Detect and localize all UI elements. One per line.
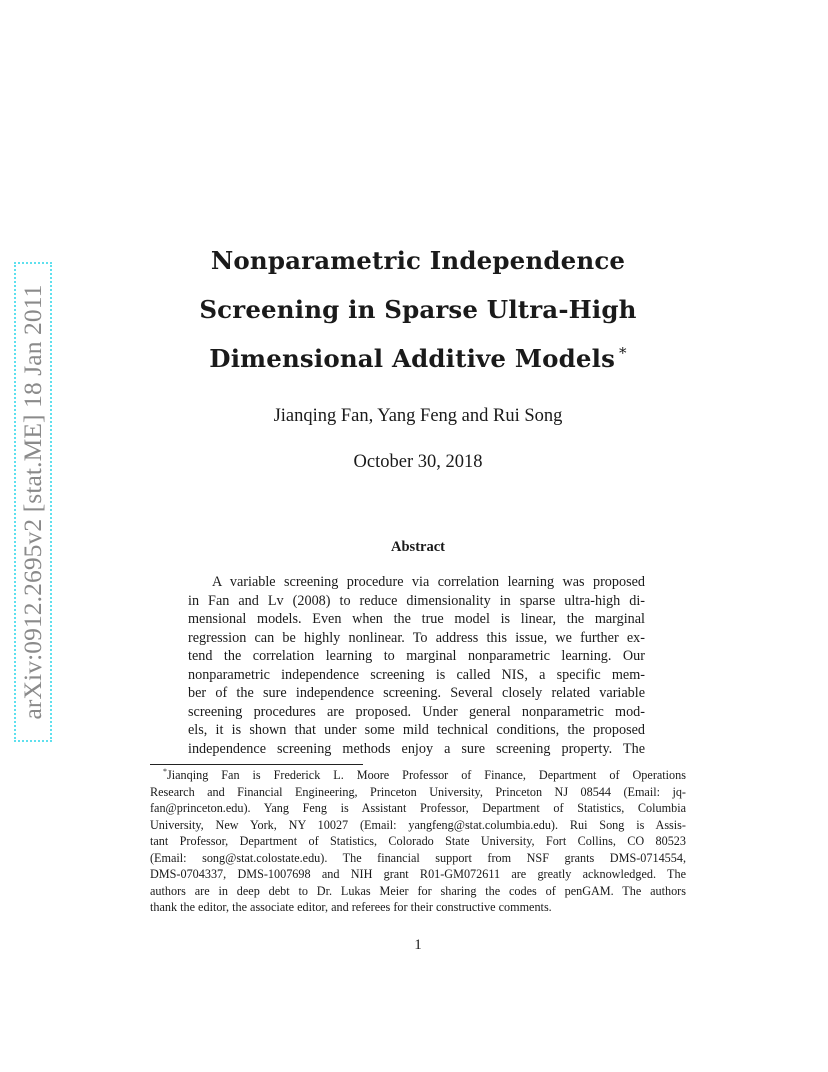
footnote-line-text: Jianqing Fan is Frederick L. Moore Professor of Finance, Department of Operations bbox=[167, 768, 686, 782]
arxiv-identifier: arXiv:0912.2695v2 [stat.ME] 18 Jan 2011 bbox=[18, 284, 47, 720]
author-footnote bbox=[150, 767, 686, 916]
title-line-3-text: Dimensional Additive Models bbox=[209, 344, 616, 373]
abstract-line: els, it is shown that under some mild technical conditions, the proposed bbox=[188, 722, 645, 739]
abstract-line: regression can be highly nonlinear. To address this issue, we further ex- bbox=[188, 629, 645, 646]
footnote-line: authors are in deep debt to Dr. Lukas Meier for sharing the codes of penGAM. The authors bbox=[150, 883, 686, 898]
abstract-line: in Fan and Lv (2008) to reduce dimensionality in sparse ultra-high di- bbox=[188, 592, 645, 609]
abstract-body bbox=[188, 573, 645, 758]
footnote-mark: * bbox=[163, 767, 167, 776]
title-line-2: Screening in Sparse Ultra-High bbox=[199, 295, 637, 324]
publication-date: October 30, 2018 bbox=[353, 452, 483, 472]
abstract-line: independence screening methods enjoy a sure screening property. The bbox=[188, 740, 645, 757]
paper-title bbox=[150, 236, 686, 383]
abstract-line: mensional models. Even when the true model is linear, the marginal bbox=[188, 611, 645, 628]
footnote-line: Research and Financial Engineering, Princeton University, Princeton NJ 08544 (Email: jq- bbox=[150, 784, 686, 799]
abstract-heading: Abstract bbox=[391, 539, 445, 555]
abstract-line: A variable screening procedure via correlation learning was proposed bbox=[212, 574, 645, 590]
abstract-line: tend the correlation learning to marginal nonparametric learning. Our bbox=[188, 648, 645, 665]
page-number: 1 bbox=[414, 937, 422, 953]
title-footnote-mark: * bbox=[619, 343, 627, 362]
footnote-line: thank the editor, the associate editor, and referees for their constructive comments. bbox=[150, 900, 552, 915]
author-list: Jianqing Fan, Yang Feng and Rui Song bbox=[273, 406, 563, 426]
footnote-line: (Email: song@stat.colostate.edu). The financial support from NSF grants DMS-0714554, bbox=[150, 850, 686, 865]
title-line-3 bbox=[150, 334, 686, 383]
footnote-line: fan@princeton.edu). Yang Feng is Assistant Professor, Department of Statistics, Columbia bbox=[150, 801, 686, 816]
footnote-line bbox=[150, 767, 686, 784]
footnote-line: tant Professor, Department of Statistics, Colorado State University, Fort Collins, CO 80523 bbox=[150, 834, 686, 849]
footnote-line: DMS-0704337, DMS-1007698 and NIH grant R01-GM072611 are greatly acknowledged. The bbox=[150, 867, 686, 882]
title-line-1: Nonparametric Independence bbox=[210, 246, 626, 275]
abstract-line: nonparametric independence screening is called NIS, a specific mem- bbox=[188, 666, 645, 683]
abstract-line: screening procedures are proposed. Under general nonparametric mod- bbox=[188, 703, 645, 720]
footnote-rule bbox=[150, 764, 363, 765]
footnote-line: University, New York, NY 10027 (Email: yangfeng@stat.columbia.edu). Rui Song is Assis- bbox=[150, 817, 686, 832]
abstract-line: ber of the sure independence screening. Several closely related variable bbox=[188, 685, 645, 702]
